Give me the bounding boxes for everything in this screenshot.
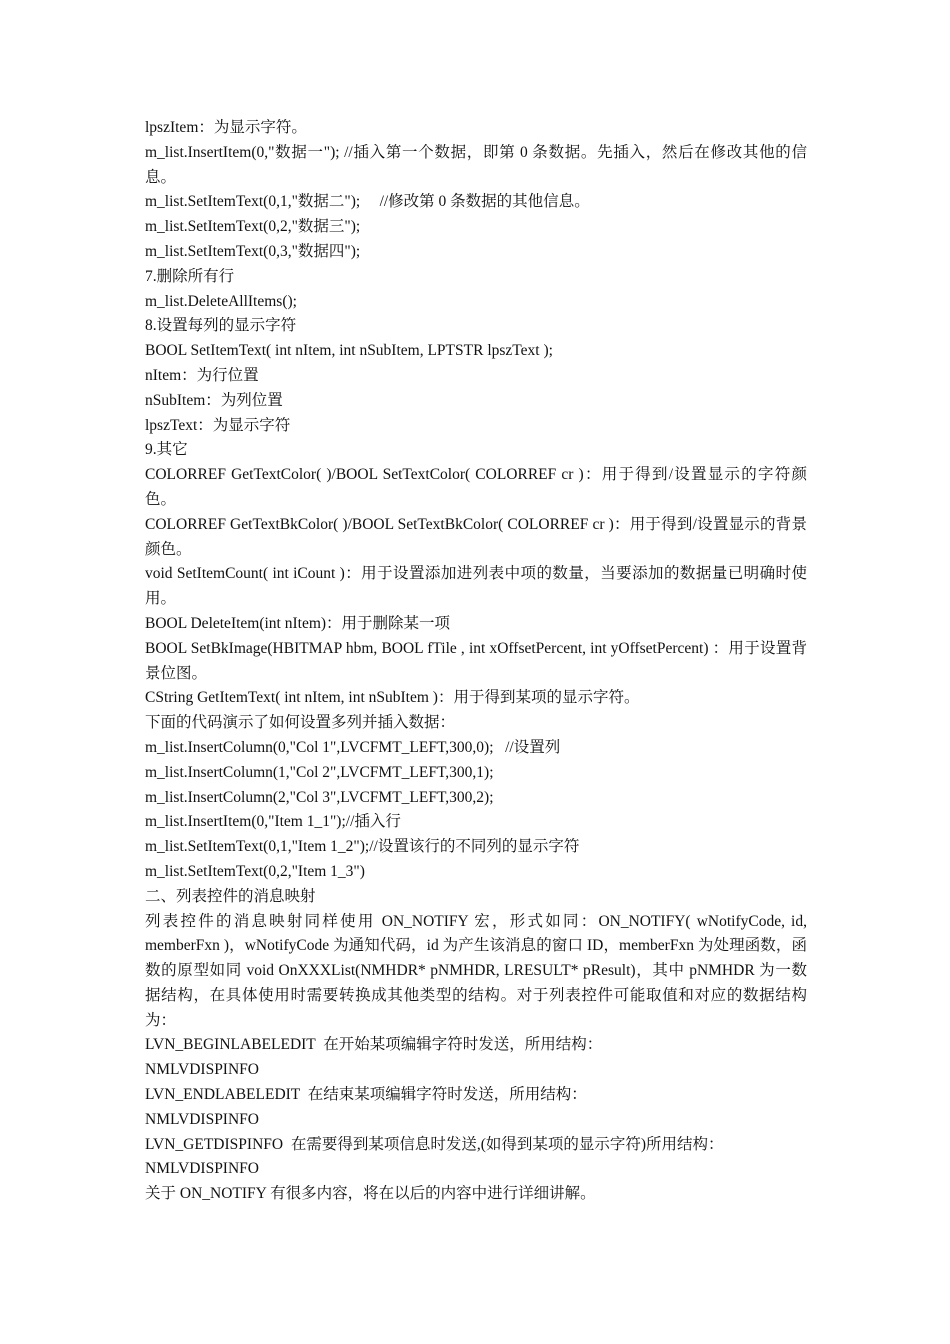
text-line: m_list.SetItemText(0,3,"数据四"); (145, 242, 361, 260)
text-line: 关于 ON_NOTIFY 有很多内容，将在以后的内容中进行详细讲解。 (145, 1185, 596, 1203)
text-line: NMLVDISPINFO (145, 1061, 259, 1079)
text-line: 下面的代码演示了如何设置多列并插入数据： (145, 714, 456, 732)
text-line: 二、列表控件的消息映射 (145, 887, 316, 905)
text-line: 7.删除所有行 (145, 267, 235, 285)
text-line: lpszText：为显示字符 (145, 416, 291, 434)
text-line: m_list.InsertColumn(0,"Col 1",LVCFMT_LEFT,300,0); //设置列 (145, 738, 561, 756)
text-line: 9.其它 (145, 441, 188, 459)
text-line: LVN_ENDLABELEDIT 在结束某项编辑字符时发送，所用结构： (145, 1086, 587, 1104)
text-line: m_list.InsertColumn(2,"Col 3",LVCFMT_LEFT,300,2); (145, 788, 494, 806)
text-line: m_list.InsertColumn(1,"Col 2",LVCFMT_LEFT,300,1); (145, 763, 494, 781)
text-line: LVN_BEGINLABELEDIT 在开始某项编辑字符时发送，所用结构： (145, 1036, 603, 1054)
text-line: 8.设置每列的显示字符 (145, 317, 297, 335)
text-line: m_list.SetItemText(0,1,"数据二"); //修改第 0 条数据的其他信息。 (145, 193, 590, 211)
text-paragraph: COLORREF GetTextBkColor( )/BOOL SetTextBkColor( COLORREF cr )：用于得到/设置显示的背景颜色。 (145, 515, 807, 558)
text-line: m_list.SetItemText(0,2,"Item 1_3") (145, 862, 365, 880)
text-paragraph: void SetItemCount( int iCount )：用于设置添加进列表中项的数量，当要添加的数据量已明确时使用。 (145, 565, 807, 608)
text-line: CString GetItemText( int nItem, int nSubItem )：用于得到某项的显示字符。 (145, 689, 640, 707)
text-line: NMLVDISPINFO (145, 1160, 259, 1178)
text-line: m_list.DeleteAllItems(); (145, 292, 297, 310)
text-line: nSubItem：为列位置 (145, 391, 283, 409)
document-body (145, 116, 807, 1207)
text-line: m_list.SetItemText(0,1,"Item 1_2");//设置该行的不同列的显示字符 (145, 838, 580, 856)
text-line: LVN_GETDISPINFO 在需要得到某项信息时发送,(如得到某项的显示字符)所用结构： (145, 1135, 724, 1153)
text-paragraph: m_list.InsertItem(0,"数据一"); //插入第一个数据，即第 0 条数据。先插入，然后在修改其他的信息。 (145, 143, 807, 186)
text-line: NMLVDISPINFO (145, 1110, 259, 1128)
text-paragraph: BOOL SetBkImage(HBITMAP hbm, BOOL fTile , int xOffsetPercent, int yOffsetPercent) ：用于设置背景位图。 (145, 639, 807, 682)
text-paragraph: COLORREF GetTextColor( )/BOOL SetTextColor( COLORREF cr )：用于得到/设置显示的字符颜色。 (145, 466, 807, 508)
text-line: nItem：为行位置 (145, 366, 259, 384)
text-line: lpszItem：为显示字符。 (145, 119, 307, 136)
text-line: BOOL SetItemText( int nItem, int nSubItem, LPTSTR lpszText ); (145, 342, 553, 360)
text-line: m_list.SetItemText(0,2,"数据三"); (145, 218, 361, 236)
text-line: m_list.InsertItem(0,"Item 1_1");//插入行 (145, 813, 401, 831)
text-paragraph: 列表控件的消息映射同样使用 ON_NOTIFY 宏，形式如同：ON_NOTIFY( wNotifyCode, id, memberFxn )，wNotifyCode 为通知代码，id 为产生该消息的窗口 ID，memberFxn 为处理函数，函数的原型如同 void OnXXXList(NMHDR* pNMHDR, LRESULT* pResult)，其中 pNMHDR 为一数据结构，在具体使用时需要转换成其他类型的结构。对于列表控件可能取值和对应的数据结构为： (145, 912, 807, 1029)
text-line: BOOL DeleteItem(int nItem)：用于删除某一项 (145, 614, 451, 632)
